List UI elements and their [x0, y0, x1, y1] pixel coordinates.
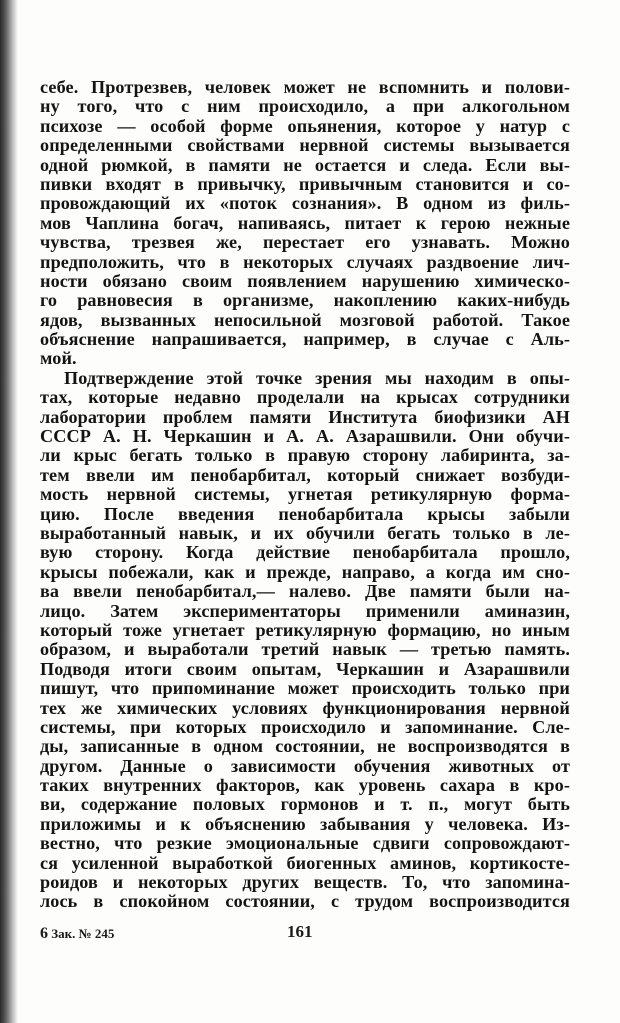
text-line: ды, записанные в одном состоянии, не воспроизводятся в [40, 737, 570, 757]
text-line: лицо. Затем экспериментаторы применили аминазин, [40, 601, 570, 621]
body-text [40, 78, 570, 912]
text-line: тах, которые недавно проделали на крысах сотрудники [40, 388, 570, 408]
text-line: приложимы и к объяснению забывания у человека. Из- [40, 814, 570, 834]
text-line: объяснение напрашивается, например, в случае с Аль- [40, 330, 570, 350]
text-line: крысы побежали, как и прежде, направо, а когда им сно- [40, 562, 570, 582]
text-line: СССР А. Н. Черкашин и А. А. Азарашвили. Они обучи- [40, 427, 570, 447]
text-line: цию. После введения пенобарбитала крысы забыли [40, 504, 570, 524]
text-line: пивки входят в привычку, привычным становится и со- [40, 174, 570, 194]
text-line: лось в спокойном состоянии, с трудом воспроизводится [40, 892, 570, 912]
text-line: таких внутренних факторов, как уровень сахара в кро- [40, 776, 570, 796]
page-number: 161 [287, 922, 313, 941]
text-line: мов Чаплина богач, напиваясь, питает к герою нежные [40, 213, 570, 233]
text-line: предположить, что в некоторых случаях раздвоение лич- [40, 252, 570, 272]
text-line: чувства, трезвея же, перестает его узнавать. Можно [40, 233, 570, 253]
text-line: ну того, что с ним происходило, а при алкогольном [40, 97, 570, 117]
text-line: тех же химических условиях функционирования нервной [40, 698, 570, 718]
signature-number: 6 [40, 925, 48, 942]
text-line: который тоже угнетает ретикулярную формацию, но иным [40, 620, 570, 640]
text-line: пишут, что припоминание может происходить только при [40, 679, 570, 699]
paragraph-1 [40, 78, 570, 369]
text-line: другом. Данные о зависимости обучения животных от [40, 756, 570, 776]
text-line: тем ввели им пенобарбитал, который снижает возбуди- [40, 465, 570, 485]
text-line: мой. [40, 349, 77, 369]
text-line: образом, и выработали третий навык — третью память. [40, 640, 570, 660]
text-line: одной рюмкой, в памяти не остается и следа. Если вы- [40, 155, 570, 175]
text-line: ли крыс бегать только в правую сторону лабиринта, за- [40, 446, 570, 466]
signature-order-text: Зак. № 245 [51, 926, 115, 941]
text-line: выработанный навык, и их обучили бегать только в ле- [40, 523, 570, 543]
text-line: ности обязано своим появлением нарушению химическо- [40, 271, 570, 291]
text-line: психозе — особой форме опьянения, которое у натур с [40, 116, 570, 136]
text-line: го равновесия в организме, накоплению каких-нибудь [40, 291, 570, 311]
text-line: ся усиленной выработкой биогенных аминов, кортикосте- [40, 853, 570, 873]
text-line: Подводя итоги своим опытам, Черкашин и Азарашвили [40, 659, 570, 679]
printer-signature [40, 925, 114, 943]
page-binding-shadow [0, 0, 18, 1023]
text-line: определенными свойствами нервной системы вызывается [40, 136, 570, 156]
paragraph-2 [40, 369, 570, 912]
text-line: вую сторону. Когда действие пенобарбитала прошло, [40, 543, 570, 563]
text-line: ви, содержание половых гормонов и т. п., могут быть [40, 795, 570, 815]
text-line: роидов и некоторых других веществ. То, что запомина- [40, 873, 570, 893]
text-line: ва ввели пенобарбитал,— налево. Две памяти были на- [40, 582, 570, 602]
text-line: Подтверждение этой точке зрения мы находим в опы- [64, 368, 570, 388]
text-line: вестно, что резкие эмоциональные сдвиги сопровождают- [40, 834, 570, 854]
text-line: мость нервной системы, угнетая ретикулярную форма- [40, 485, 570, 505]
text-line: провождающий их «поток сознания». В одном из филь- [40, 194, 570, 214]
text-line: лаборатории проблем памяти Института биофизики АН [40, 407, 570, 427]
text-line: системы, при которых происходило и запоминание. Сле- [40, 717, 570, 737]
text-line: ядов, вызванных непосильной мозговой работой. Такое [40, 310, 570, 330]
text-line: себе. Протрезвев, человек может не вспомнить и полови- [40, 78, 570, 97]
